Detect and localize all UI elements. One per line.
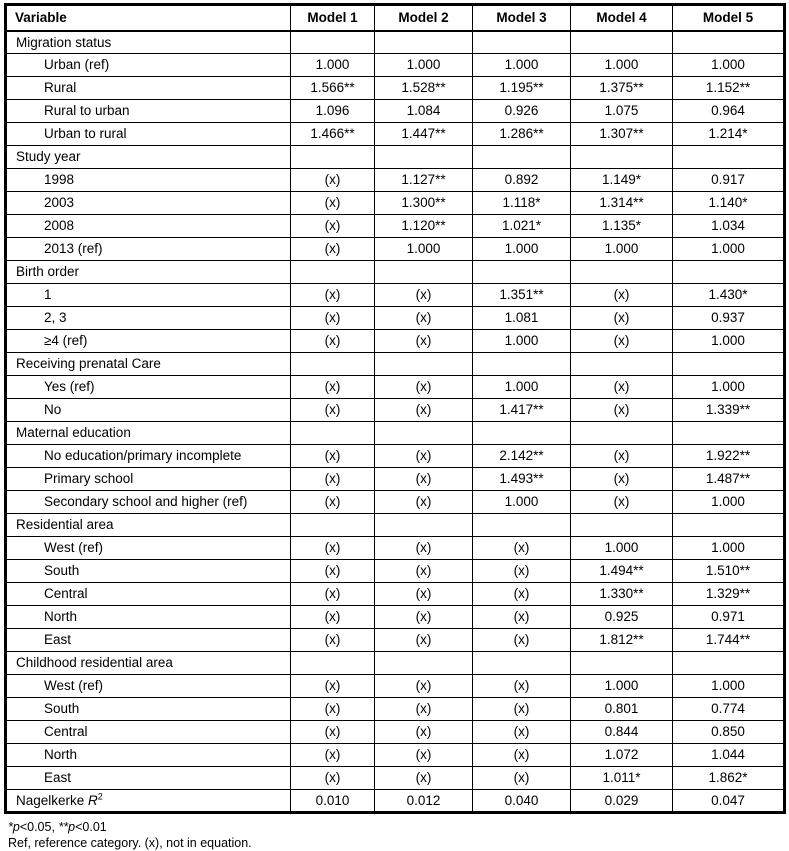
table-cell-value: (x) — [375, 560, 473, 583]
row-variable-label: Secondary school and higher (ref) — [6, 491, 291, 514]
table-cell-value: (x) — [473, 537, 571, 560]
row-variable-label: Rural to urban — [6, 100, 291, 123]
table-row — [6, 399, 785, 422]
table-cell-value: (x) — [375, 330, 473, 353]
table-cell-value: (x) — [571, 468, 673, 491]
row-variable-label: 2013 (ref) — [6, 238, 291, 261]
row-variable-label: West (ref) — [6, 537, 291, 560]
table-cell-empty — [375, 353, 473, 376]
table-cell-value: 1.195** — [473, 77, 571, 100]
table-cell-value: (x) — [291, 721, 375, 744]
row-group-label: Migration status — [6, 31, 291, 54]
table-cell-value: (x) — [375, 744, 473, 767]
table-cell-value: (x) — [375, 606, 473, 629]
table-row — [6, 606, 785, 629]
footnote-significance: *p<0.05, **p<0.01 — [8, 820, 107, 834]
table-cell-empty — [571, 31, 673, 54]
table-cell-value: 0.964 — [673, 100, 785, 123]
table-cell-value: (x) — [291, 606, 375, 629]
table-row — [6, 790, 785, 813]
table-body — [6, 31, 785, 813]
table-row — [6, 353, 785, 376]
table-row — [6, 514, 785, 537]
table-cell-value: (x) — [291, 491, 375, 514]
table-cell-value: 1.000 — [571, 537, 673, 560]
table-cell-value: (x) — [291, 629, 375, 652]
table-cell-value: 1.120** — [375, 215, 473, 238]
table-cell-value: 1.021* — [473, 215, 571, 238]
table-row — [6, 192, 785, 215]
table-row — [6, 54, 785, 77]
table-cell-value: 0.917 — [673, 169, 785, 192]
table-row — [6, 146, 785, 169]
table-cell-value: 1.375** — [571, 77, 673, 100]
table-cell-value: 1.466** — [291, 123, 375, 146]
table-cell-empty — [673, 422, 785, 445]
table-cell-value: 1.000 — [473, 491, 571, 514]
table-cell-value: 0.971 — [673, 606, 785, 629]
table-header — [6, 5, 785, 31]
row-variable-label: 1998 — [6, 169, 291, 192]
table-cell-value: 2.142** — [473, 445, 571, 468]
table-cell-value: (x) — [473, 744, 571, 767]
table-row — [6, 215, 785, 238]
table-cell-value: (x) — [291, 215, 375, 238]
table-cell-value: 1.044 — [673, 744, 785, 767]
table-row — [6, 744, 785, 767]
row-variable-label: East — [6, 767, 291, 790]
table-cell-empty — [291, 514, 375, 537]
table-cell-empty — [291, 146, 375, 169]
table-row — [6, 77, 785, 100]
table-cell-value: (x) — [375, 583, 473, 606]
table-cell-value: 1.096 — [291, 100, 375, 123]
table-row — [6, 721, 785, 744]
table-cell-value: (x) — [291, 537, 375, 560]
table-row — [6, 261, 785, 284]
table-row — [6, 284, 785, 307]
table-row — [6, 123, 785, 146]
table-cell-value: (x) — [473, 606, 571, 629]
table-cell-value: 1.339** — [673, 399, 785, 422]
table-cell-value: 1.034 — [673, 215, 785, 238]
table-cell-value: 1.000 — [673, 537, 785, 560]
table-row — [6, 537, 785, 560]
table-cell-value: 1.000 — [673, 675, 785, 698]
table-row — [6, 100, 785, 123]
table-cell-value: 1.000 — [571, 54, 673, 77]
row-group-label: Residential area — [6, 514, 291, 537]
table-cell-value: (x) — [473, 721, 571, 744]
table-cell-empty — [473, 514, 571, 537]
row-variable-label: ≥4 (ref) — [6, 330, 291, 353]
table-cell-value: (x) — [291, 560, 375, 583]
table-cell-value: 1.000 — [473, 330, 571, 353]
table-cell-value: (x) — [375, 629, 473, 652]
table-cell-empty — [673, 353, 785, 376]
table-cell-value: (x) — [375, 675, 473, 698]
table-cell-value: 1.000 — [673, 330, 785, 353]
table-cell-value: 0.010 — [291, 790, 375, 813]
table-cell-value: 1.118* — [473, 192, 571, 215]
table-cell-value: 1.351** — [473, 284, 571, 307]
table-cell-value: (x) — [571, 376, 673, 399]
table-cell-value: 1.000 — [375, 238, 473, 261]
table-cell-value: 1.000 — [473, 376, 571, 399]
table-cell-value: 1.072 — [571, 744, 673, 767]
row-group-label: Childhood residential area — [6, 652, 291, 675]
table-row — [6, 307, 785, 330]
table-cell-value: 0.040 — [473, 790, 571, 813]
table-cell-value: (x) — [571, 284, 673, 307]
table-cell-value: 1.000 — [571, 675, 673, 698]
row-variable-label: Yes (ref) — [6, 376, 291, 399]
table-cell-empty — [673, 146, 785, 169]
table-cell-value: (x) — [375, 537, 473, 560]
row-variable-label: South — [6, 560, 291, 583]
table-row — [6, 376, 785, 399]
table-cell-value: (x) — [375, 284, 473, 307]
table-cell-empty — [571, 422, 673, 445]
table-cell-value: (x) — [375, 376, 473, 399]
row-variable-label: Urban (ref) — [6, 54, 291, 77]
row-variable-label: No education/primary incomplete — [6, 445, 291, 468]
table-cell-empty — [571, 514, 673, 537]
table-cell-value: 1.487** — [673, 468, 785, 491]
table-cell-value: 1.330** — [571, 583, 673, 606]
table-cell-value: 1.744** — [673, 629, 785, 652]
table-cell-value: 0.850 — [673, 721, 785, 744]
row-variable-label: Central — [6, 721, 291, 744]
row-group-label: Maternal education — [6, 422, 291, 445]
table-cell-empty — [473, 652, 571, 675]
table-cell-value: 1.000 — [473, 54, 571, 77]
column-header-model-5: Model 5 — [673, 5, 785, 31]
table-cell-value: (x) — [291, 192, 375, 215]
table-cell-empty — [571, 146, 673, 169]
table-cell-value: (x) — [375, 445, 473, 468]
table-cell-value: 1.000 — [473, 238, 571, 261]
table-cell-empty — [673, 652, 785, 675]
table-cell-value: (x) — [291, 238, 375, 261]
footnote-legend: Ref, reference category. (x), not in equation. — [8, 836, 252, 850]
table-cell-value: 1.812** — [571, 629, 673, 652]
table-cell-empty — [673, 31, 785, 54]
row-variable-label: North — [6, 744, 291, 767]
table-row — [6, 675, 785, 698]
table-cell-value: 0.892 — [473, 169, 571, 192]
table-cell-value: (x) — [291, 169, 375, 192]
table-cell-value: 1.000 — [673, 54, 785, 77]
table-cell-value: (x) — [291, 583, 375, 606]
table-cell-value: 1.075 — [571, 100, 673, 123]
table-cell-value: 1.084 — [375, 100, 473, 123]
table-cell-value: 1.152** — [673, 77, 785, 100]
table-cell-value: (x) — [291, 698, 375, 721]
table-cell-value: (x) — [473, 560, 571, 583]
table-cell-value: (x) — [571, 307, 673, 330]
table-cell-value: (x) — [375, 721, 473, 744]
table-cell-value: 1.000 — [673, 491, 785, 514]
table-cell-value: 1.011* — [571, 767, 673, 790]
table-cell-empty — [473, 146, 571, 169]
table-cell-empty — [571, 353, 673, 376]
table-cell-value: (x) — [571, 399, 673, 422]
table-cell-empty — [375, 514, 473, 537]
table-cell-value: (x) — [291, 330, 375, 353]
row-statistic-label: Nagelkerke $R^2$ — [6, 790, 291, 813]
table-cell-value: 1.329** — [673, 583, 785, 606]
table-cell-value: 1.135* — [571, 215, 673, 238]
table-cell-value: (x) — [473, 698, 571, 721]
table-cell-value: 1.922** — [673, 445, 785, 468]
table-row — [6, 422, 785, 445]
column-header-variable: Variable — [6, 5, 291, 31]
table-row — [6, 583, 785, 606]
table-cell-value: 1.127** — [375, 169, 473, 192]
table-cell-value: (x) — [571, 445, 673, 468]
table-row — [6, 652, 785, 675]
row-variable-label: 2, 3 — [6, 307, 291, 330]
table-cell-empty — [473, 261, 571, 284]
row-group-label: Study year — [6, 146, 291, 169]
table-cell-value: 0.801 — [571, 698, 673, 721]
table-cell-value: 1.000 — [291, 54, 375, 77]
table-cell-value: 0.029 — [571, 790, 673, 813]
table-cell-value: 0.047 — [673, 790, 785, 813]
row-group-label: Receiving prenatal Care — [6, 353, 291, 376]
table-cell-value: 1.140* — [673, 192, 785, 215]
table-cell-value: 1.149* — [571, 169, 673, 192]
row-variable-label: South — [6, 698, 291, 721]
column-header-model-1: Model 1 — [291, 5, 375, 31]
table-cell-value: (x) — [291, 307, 375, 330]
table-row — [6, 169, 785, 192]
row-variable-label: East — [6, 629, 291, 652]
table-row — [6, 468, 785, 491]
table-footnotes — [4, 819, 785, 851]
table-cell-value: 1.430* — [673, 284, 785, 307]
table-cell-value: (x) — [473, 675, 571, 698]
table-row — [6, 445, 785, 468]
table-cell-empty — [291, 353, 375, 376]
table-cell-value: 1.566** — [291, 77, 375, 100]
table-cell-value: 1.000 — [673, 238, 785, 261]
table-cell-value: (x) — [291, 284, 375, 307]
table-row — [6, 330, 785, 353]
row-variable-label: West (ref) — [6, 675, 291, 698]
table-cell-empty — [571, 652, 673, 675]
row-variable-label: Urban to rural — [6, 123, 291, 146]
table-row — [6, 560, 785, 583]
table-cell-value: 0.012 — [375, 790, 473, 813]
table-cell-value: (x) — [291, 468, 375, 491]
table-row — [6, 238, 785, 261]
table-row — [6, 31, 785, 54]
table-cell-value: 1.214* — [673, 123, 785, 146]
table-row — [6, 629, 785, 652]
table-cell-empty — [375, 31, 473, 54]
table-cell-value: (x) — [291, 744, 375, 767]
column-header-model-2: Model 2 — [375, 5, 473, 31]
table-cell-value: (x) — [375, 399, 473, 422]
row-variable-label: Rural — [6, 77, 291, 100]
table-cell-empty — [473, 422, 571, 445]
table-row — [6, 767, 785, 790]
table-cell-value: 1.314** — [571, 192, 673, 215]
table-cell-value: 1.494** — [571, 560, 673, 583]
table-cell-empty — [375, 261, 473, 284]
table-header-row — [6, 5, 785, 31]
row-variable-label: 2003 — [6, 192, 291, 215]
table-cell-value: 0.844 — [571, 721, 673, 744]
table-cell-value: 1.300** — [375, 192, 473, 215]
row-variable-label: No — [6, 399, 291, 422]
table-cell-value: (x) — [375, 767, 473, 790]
table-cell-value: 1.528** — [375, 77, 473, 100]
column-header-model-4: Model 4 — [571, 5, 673, 31]
table-cell-value: 1.000 — [673, 376, 785, 399]
table-cell-value: 1.000 — [375, 54, 473, 77]
table-cell-value: (x) — [291, 767, 375, 790]
table-row — [6, 698, 785, 721]
table-cell-value: 1.493** — [473, 468, 571, 491]
table-cell-value: 0.774 — [673, 698, 785, 721]
table-cell-empty — [473, 353, 571, 376]
table-cell-empty — [571, 261, 673, 284]
table-cell-value: (x) — [291, 675, 375, 698]
table-cell-value: 0.926 — [473, 100, 571, 123]
table-cell-value: (x) — [473, 629, 571, 652]
row-variable-label: Central — [6, 583, 291, 606]
table-cell-value: 1.000 — [571, 238, 673, 261]
table-cell-value: (x) — [375, 698, 473, 721]
table-row — [6, 491, 785, 514]
table-cell-empty — [291, 652, 375, 675]
table-cell-value: 1.862* — [673, 767, 785, 790]
table-cell-value: (x) — [473, 583, 571, 606]
table-cell-value: (x) — [291, 399, 375, 422]
table-cell-value: 1.417** — [473, 399, 571, 422]
column-header-model-3: Model 3 — [473, 5, 571, 31]
table-cell-value: 1.286** — [473, 123, 571, 146]
table-cell-empty — [673, 261, 785, 284]
row-variable-label: 1 — [6, 284, 291, 307]
table-cell-empty — [291, 31, 375, 54]
table-cell-value: (x) — [571, 491, 673, 514]
table-cell-value: 1.307** — [571, 123, 673, 146]
table-cell-empty — [375, 422, 473, 445]
table-cell-empty — [291, 261, 375, 284]
table-cell-value: 0.925 — [571, 606, 673, 629]
table-cell-value: (x) — [291, 376, 375, 399]
table-cell-value: 1.510** — [673, 560, 785, 583]
row-variable-label: Primary school — [6, 468, 291, 491]
table-cell-value: (x) — [571, 330, 673, 353]
table-cell-value: 1.447** — [375, 123, 473, 146]
table-cell-value: (x) — [375, 468, 473, 491]
table-cell-value: (x) — [473, 767, 571, 790]
table-cell-value: (x) — [375, 491, 473, 514]
row-variable-label: 2008 — [6, 215, 291, 238]
regression-results-table — [4, 3, 786, 814]
table-cell-value: 0.937 — [673, 307, 785, 330]
table-cell-empty — [473, 31, 571, 54]
table-cell-empty — [375, 652, 473, 675]
table-cell-value: (x) — [291, 445, 375, 468]
table-cell-value: (x) — [375, 307, 473, 330]
table-cell-empty — [375, 146, 473, 169]
table-cell-empty — [673, 514, 785, 537]
table-cell-value: 1.081 — [473, 307, 571, 330]
table-cell-empty — [291, 422, 375, 445]
row-variable-label: North — [6, 606, 291, 629]
row-group-label: Birth order — [6, 261, 291, 284]
